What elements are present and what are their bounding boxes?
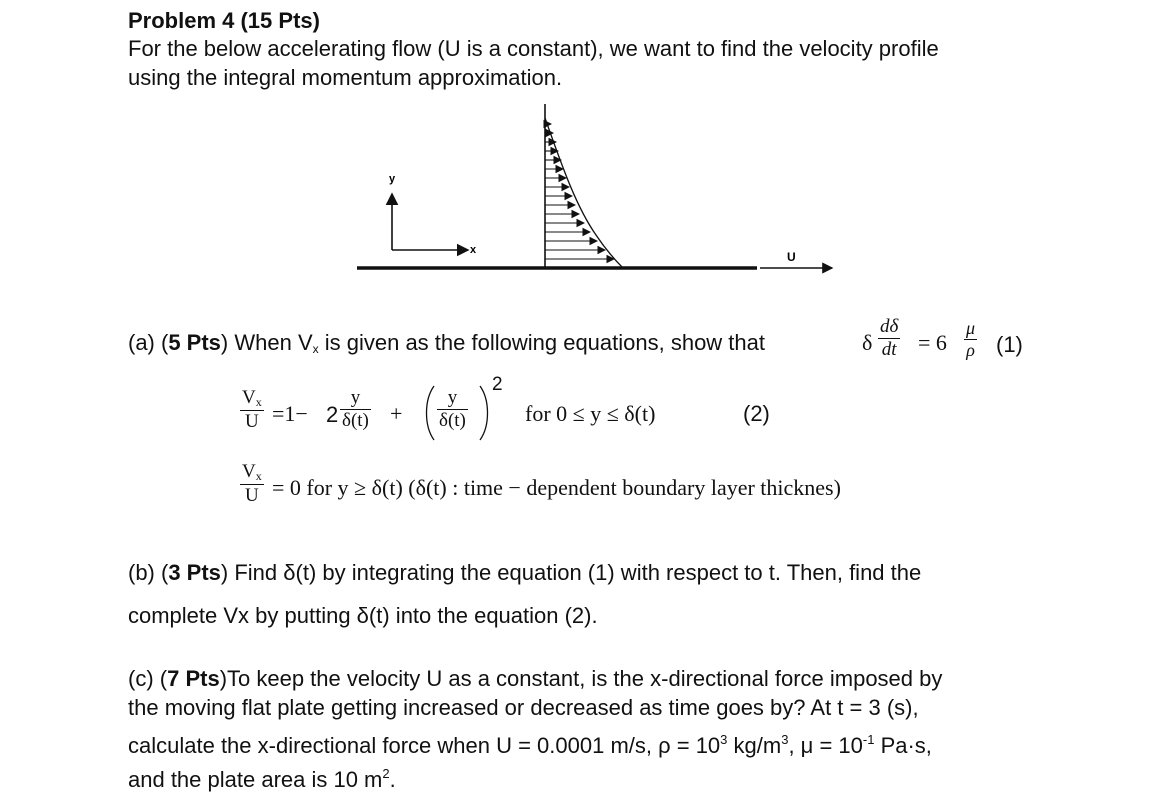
intro-line-2: using the integral momentum approximation. [128,65,563,90]
part-c-line-4: and the plate area is 10 $m^2$. [128,766,396,792]
eq3-rhs: = 0 for y ≥ δ(t) (δ(t) : time − dependent boundary layer thicknes) [272,475,841,500]
plate-velocity-label: U [787,250,796,264]
part-b-line-1: (b) (3 Pts) Find δ(t) by integrating the equation (1) with respect to t. Then, find the [128,560,922,585]
eq3-lhs: $\frac{V_x}{U}$ [242,461,262,506]
eq2-power: 2 [492,374,503,395]
velocity-arrows [545,124,614,259]
problem-title: Problem 4 (15 Pts) [128,8,320,33]
eq1-delta: δ [862,330,873,355]
eq1-equals-six: = 6 [918,330,947,355]
eq2-lhs: $\frac{V_x}{U}$ [242,387,262,432]
flow-diagram [340,100,850,285]
eq2-one-minus: =1− [272,401,308,426]
eq2-two: 2 [326,402,339,427]
eq2-tag: (2) [743,401,770,426]
eq1-tag: (1) [996,332,1023,357]
eq1-mu-rho: $\frac{\mu}{\rho}$ [966,318,976,360]
part-c-line-3: calculate the x-directional force when U = 0.0001 m/s, $\rho = 10^3$ $kg/m^3$, $\mu = 10^{-1}$ Pa·s, [128,732,932,758]
part-c-line-2: the moving flat plate getting increased or decreased as time goes by? At t = 3 (s), [128,695,919,720]
y-axis-label: y [389,173,396,185]
eq2-frac2: $\frac{y}{\delta(t)}$ [439,387,466,431]
eq2-frac1: $\frac{y}{\delta(t)}$ [342,387,369,431]
profile-curve [545,118,623,268]
intro-line-1: For the below accelerating flow (U is a constant), we want to find the velocity profile [128,36,939,61]
part-b-line-2: complete Vx by putting δ(t) into the equation (2). [128,603,598,628]
part-c-line-1: (c) (7 Pts)To keep the velocity U as a constant, is the x-directional force imposed by [128,666,943,691]
eq1-fraction: $\frac{d\delta}{dt}$ [880,316,899,360]
eq2-condition: for 0 ≤ y ≤ δ(t) [525,401,656,426]
part-a-text: (a) (5 Pts) When $V_x$ is given as the following equations, show that [128,330,766,356]
x-axis-label: x [470,244,477,256]
eq2-plus: + [390,401,403,426]
